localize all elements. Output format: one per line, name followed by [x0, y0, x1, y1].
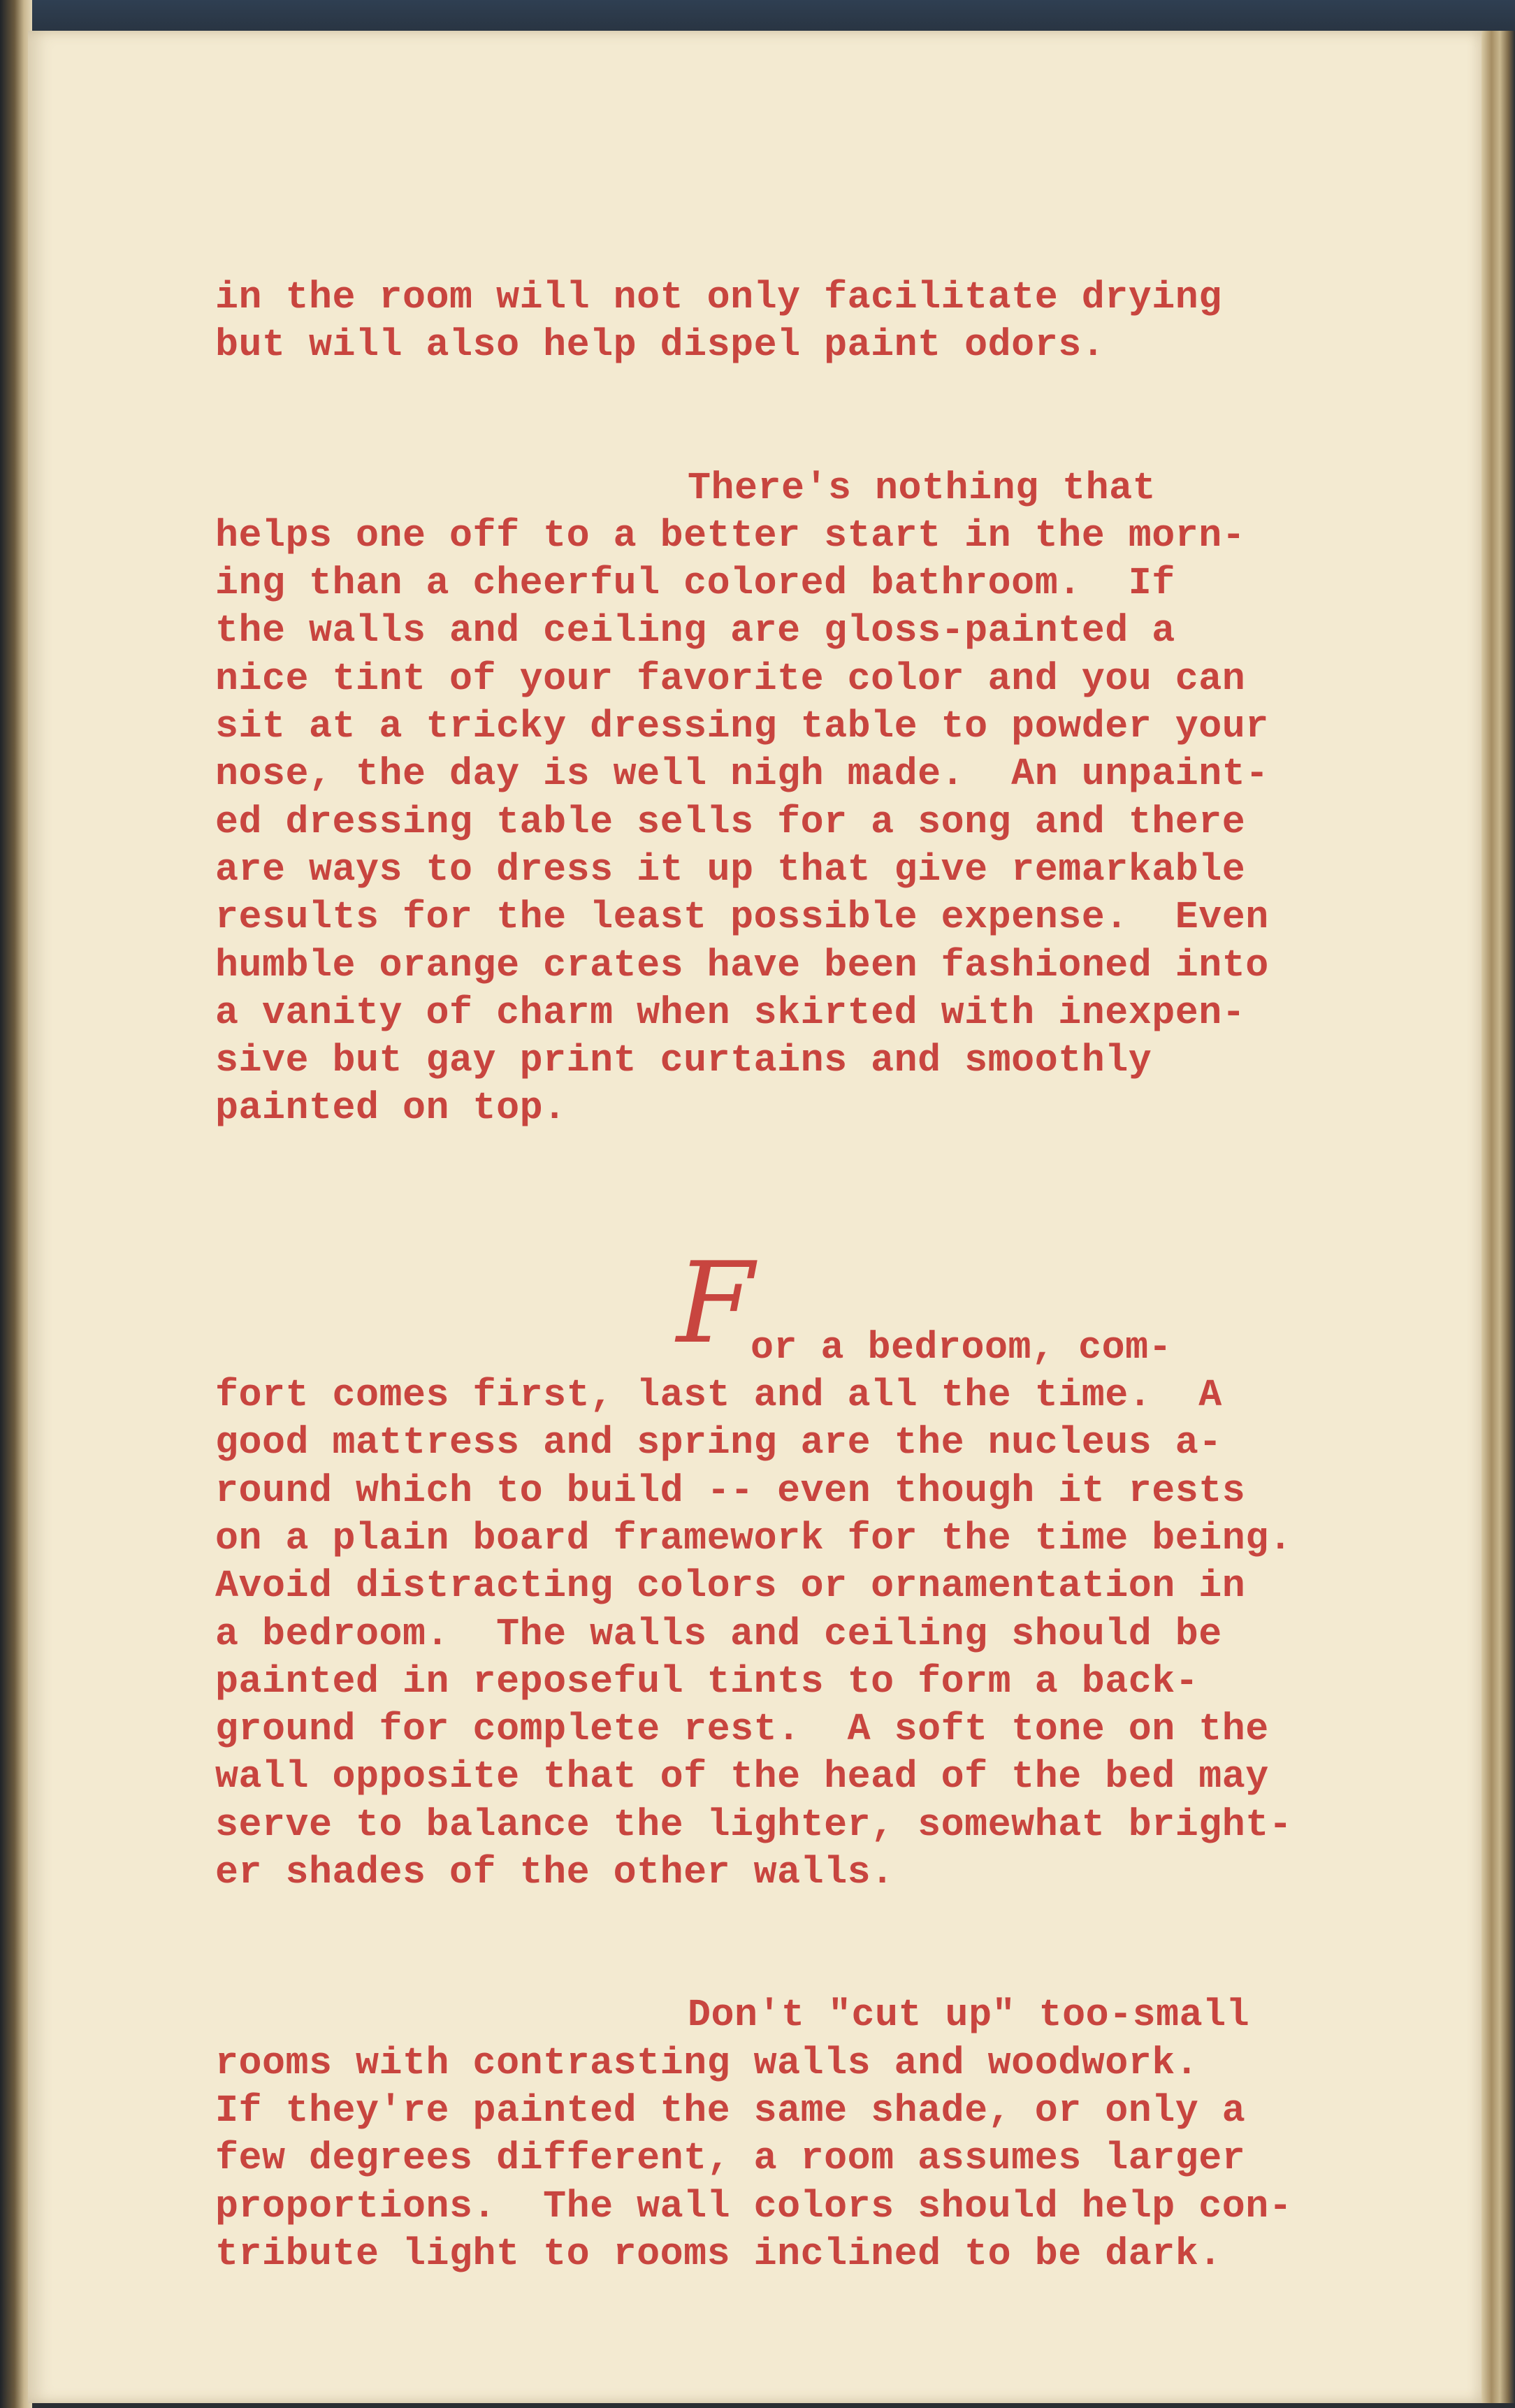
text-line: sit at a tricky dressing table to powder your [215, 704, 1269, 749]
page-right-edge [1481, 31, 1515, 2403]
text-line: are ways to dress it up that give remarkable [215, 847, 1246, 892]
text-line: painted in reposeful tints to form a back- [215, 1659, 1199, 1704]
text-line: sive but gay print curtains and smoothly [215, 1038, 1152, 1083]
text-line-with-drop-cap [215, 1237, 1361, 1372]
paragraph-3 [215, 1237, 1361, 1897]
text-line: er shades of the other walls. [215, 1850, 894, 1895]
paragraph-4 [215, 1992, 1361, 2278]
text-line: painted on top. [215, 1086, 567, 1131]
text-line: good mattress and spring are the nucleus a- [215, 1421, 1222, 1465]
text-line: serve to balance the lighter, somewhat bright- [215, 1802, 1293, 1847]
text-line: on a plain board framework for the time being. [215, 1516, 1293, 1560]
text-line: proportions. The wall colors should help con- [215, 2184, 1293, 2228]
text-line: If they're painted the same shade, or only a [215, 2088, 1246, 2133]
text-line: or a bedroom, com- [751, 1325, 1173, 1370]
text-line: Don't "cut up" too-small [688, 1993, 1250, 2038]
text-line: results for the least possible expense. Even [215, 895, 1269, 940]
text-line: helps one off to a better start in the morn- [215, 513, 1246, 558]
text-line: ground for complete rest. A soft tone on the [215, 1707, 1269, 1752]
text-line: a vanity of charm when skirted with inexpen- [215, 990, 1246, 1035]
text-line: There's nothing that [688, 465, 1157, 510]
text-line: rooms with contrasting walls and woodwork. [215, 2040, 1199, 2085]
text-line: nose, the day is well nigh made. An unpaint- [215, 752, 1269, 797]
text-line: few degrees different, a room assumes larger [215, 2136, 1246, 2181]
text-line: nice tint of your favorite color and you can [215, 656, 1246, 701]
text-line: Avoid distracting colors or ornamentation in [215, 1564, 1246, 1609]
text-line: a bedroom. The walls and ceiling should be [215, 1611, 1222, 1656]
text-line: but will also help dispel paint odors. [215, 323, 1106, 368]
drop-cap-letter: F [676, 1237, 755, 1368]
page-text [215, 274, 1361, 2278]
text-line: ing than a cheerful colored bathroom. If [215, 561, 1175, 606]
text-line: humble orange crates have been fashioned into [215, 943, 1269, 987]
paragraph-2 [215, 465, 1361, 1133]
text-line: ed dressing table sells for a song and there [215, 799, 1246, 844]
text-line: round which to build -- even though it rests [215, 1468, 1246, 1513]
text-line: fort comes first, last and all the time. A [215, 1373, 1222, 1418]
text-line: in the room will not only facilitate drying [215, 275, 1222, 319]
text-line: the walls and ceiling are gloss-painted a [215, 609, 1175, 653]
text-line: tribute light to rooms inclined to be dark. [215, 2231, 1222, 2276]
paragraph-1 [215, 274, 1361, 370]
text-line: wall opposite that of the head of the bed may [215, 1755, 1269, 1799]
